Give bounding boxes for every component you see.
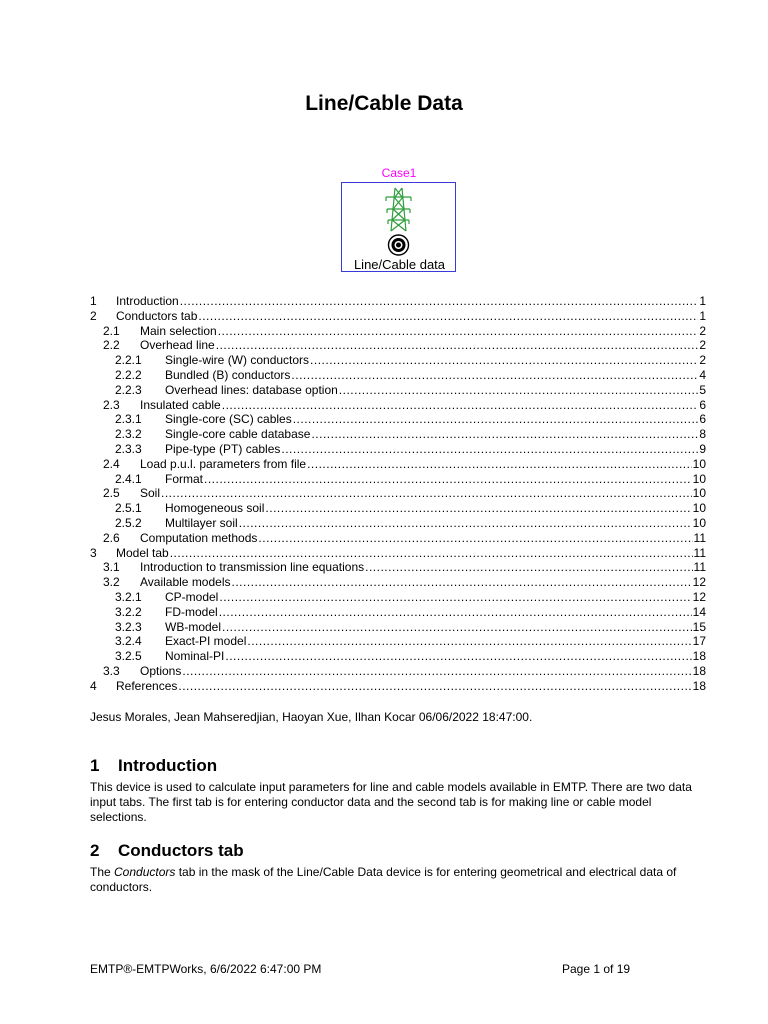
toc-number: 2.5.1 <box>115 501 142 516</box>
paragraph-emphasis: Conductors <box>114 865 176 879</box>
toc-title: Main selection <box>140 323 217 338</box>
toc-page-number: 11 <box>693 530 706 545</box>
toc-entry[interactable] <box>90 338 706 353</box>
toc-entry[interactable] <box>90 412 706 427</box>
toc-number: 2.3.1 <box>115 412 142 427</box>
toc-number: 3 <box>90 545 97 560</box>
toc-page-number: 18 <box>692 678 706 693</box>
toc-page-number: 15 <box>692 619 706 634</box>
toc-number: 4 <box>90 678 97 693</box>
toc-number: 3.3 <box>103 663 120 678</box>
toc-page-number: 10 <box>692 486 706 501</box>
toc-leader-dots <box>258 531 692 546</box>
toc-title: Homogeneous soil <box>165 501 265 516</box>
toc-leader-dots <box>198 309 698 324</box>
toc-number: 2.4 <box>103 456 120 471</box>
toc-entry[interactable] <box>90 427 706 442</box>
toc-number: 2.2.3 <box>115 382 142 397</box>
footer-left: EMTP®-EMTPWorks, 6/6/2022 6:47:00 PM <box>90 962 322 976</box>
toc-title: Options <box>140 663 182 678</box>
toc-number: 3.2.5 <box>115 649 142 664</box>
toc-entry[interactable] <box>90 457 706 472</box>
toc-page-number: 10 <box>692 501 706 516</box>
toc-leader-dots <box>161 486 692 501</box>
toc-page-number: 5 <box>699 382 706 397</box>
toc-page-number: 14 <box>692 604 706 619</box>
toc-leader-dots <box>225 649 691 664</box>
toc-page-number: 18 <box>692 663 706 678</box>
toc-entry[interactable] <box>90 634 706 649</box>
toc-page-number: 8 <box>699 427 706 442</box>
toc-entry[interactable] <box>90 353 706 368</box>
toc-title: Overhead line <box>140 338 215 353</box>
toc-title: CP-model <box>165 589 219 604</box>
toc-entry[interactable] <box>90 649 706 664</box>
toc-page-number: 2 <box>699 323 706 338</box>
authors-line: Jesus Morales, Jean Mahseredjian, Haoyan Xue, Ilhan Kocar 06/06/2022 18:47:00. <box>90 710 533 724</box>
toc-leader-dots <box>204 472 692 487</box>
toc-title: References <box>116 678 178 693</box>
toc-leader-dots <box>365 560 692 575</box>
line-cable-device[interactable] <box>341 182 456 272</box>
toc-number: 2.3.3 <box>115 441 142 456</box>
toc-number: 2.5.2 <box>115 515 142 530</box>
page-number: Page 1 of 19 <box>562 962 631 976</box>
section-title: Introduction <box>118 756 218 775</box>
toc-leader-dots <box>291 368 698 383</box>
toc-leader-dots <box>218 324 699 339</box>
toc-number: 2.6 <box>103 530 120 545</box>
toc-title: Soil <box>140 486 161 501</box>
paragraph-text: tab in the mask of the Line/Cable Data device is for entering geometrical and electrical data of conductors. <box>90 865 677 894</box>
toc-title: Format <box>165 471 204 486</box>
introduction-paragraph: This device is used to calculate input parameters for line and cable models available in EMTP. There are two data input tabs. The first tab is for entering conductor data and the second tab is for making line or cable model selections. <box>90 780 692 824</box>
toc-entry[interactable] <box>90 501 706 516</box>
toc-leader-dots <box>222 620 692 635</box>
toc-leader-dots <box>222 398 699 413</box>
toc-page-number: 4 <box>699 367 706 382</box>
toc-page-number: 10 <box>692 456 706 471</box>
toc-leader-dots <box>339 383 699 398</box>
toc-leader-dots <box>219 590 691 605</box>
toc-number: 2.2.1 <box>115 353 142 368</box>
toc-number: 2.2.2 <box>115 367 142 382</box>
toc-title: Single-core (SC) cables <box>165 412 292 427</box>
toc-title: Conductors tab <box>116 308 198 323</box>
toc-title: Computation methods <box>140 530 258 545</box>
conductors-paragraph <box>90 865 708 895</box>
toc-page-number: 2 <box>699 353 706 368</box>
paragraph-text: The <box>90 865 115 879</box>
toc-title: Overhead lines: database option <box>165 382 338 397</box>
toc-title: Model tab <box>116 545 169 560</box>
toc-page-number: 12 <box>692 589 706 604</box>
toc-leader-dots <box>182 664 691 679</box>
toc-leader-dots <box>311 427 698 442</box>
toc-entry[interactable] <box>90 620 706 635</box>
toc-page-number: 6 <box>699 412 706 427</box>
toc-entry[interactable] <box>90 575 706 590</box>
toc-leader-dots <box>170 546 693 561</box>
toc-page-number: 6 <box>699 397 706 412</box>
toc-entry[interactable] <box>90 368 706 383</box>
toc-page-number: 11 <box>693 545 706 560</box>
toc-leader-dots <box>216 338 699 353</box>
toc-page-number: 1 <box>699 294 706 308</box>
toc-title: Introduction to transmission line equations <box>140 560 365 575</box>
toc-leader-dots <box>239 516 692 531</box>
toc-number: 2.1 <box>103 323 120 338</box>
toc-leader-dots <box>265 501 691 516</box>
toc-number: 3.2.2 <box>115 604 142 619</box>
toc-entry[interactable] <box>90 531 706 546</box>
toc-page-number: 17 <box>692 634 706 649</box>
toc-entry[interactable] <box>90 664 706 679</box>
toc-title: Load p.u.l. parameters from file <box>140 456 307 471</box>
toc-leader-dots <box>219 605 692 620</box>
toc-number: 2.3.2 <box>115 427 142 442</box>
toc-number: 2.4.1 <box>115 471 142 486</box>
toc-title: Pipe-type (PT) cables <box>165 441 281 456</box>
toc-entry[interactable] <box>90 546 706 561</box>
toc-entry[interactable] <box>90 590 706 605</box>
toc-title: Multilayer soil <box>165 515 238 530</box>
toc-entry[interactable] <box>90 486 706 501</box>
toc-number: 2 <box>90 308 97 323</box>
toc-entry[interactable] <box>90 383 706 398</box>
toc-title: Insulated cable <box>140 397 221 412</box>
toc-number: 2.2 <box>103 338 120 353</box>
toc-number: 3.2 <box>103 575 120 590</box>
document-title: Line/Cable Data <box>305 92 463 115</box>
section-number: 2 <box>90 841 100 860</box>
toc-page-number: 9 <box>699 441 706 456</box>
toc-title: WB-model <box>165 619 222 634</box>
toc-page-number: 12 <box>692 575 706 590</box>
toc-number: 3.1 <box>103 560 120 575</box>
toc-title: Single-wire (W) conductors <box>165 353 310 368</box>
toc-entry[interactable] <box>90 398 706 413</box>
section-title: Conductors tab <box>118 841 244 860</box>
toc-page-number: 1 <box>699 308 706 323</box>
device-label: Line/Cable data <box>353 257 446 272</box>
toc-title: Available models <box>140 575 231 590</box>
toc-entry[interactable] <box>90 605 706 620</box>
toc-entry[interactable] <box>90 472 706 487</box>
toc-title: Exact-PI model <box>165 634 247 649</box>
toc-leader-dots <box>307 457 692 472</box>
toc-number: 3.2.1 <box>115 589 142 604</box>
toc-number: 2.5 <box>103 486 120 501</box>
toc-entry[interactable] <box>90 560 706 575</box>
section-heading-conductors-tab <box>90 841 244 861</box>
toc-title: Bundled (B) conductors <box>165 367 291 382</box>
toc-number: 2.3 <box>103 397 120 412</box>
toc-leader-dots <box>180 294 699 309</box>
toc-entry[interactable] <box>90 309 706 324</box>
toc-page-number: 11 <box>693 560 706 575</box>
toc-title: Introduction <box>116 294 179 308</box>
toc-leader-dots <box>232 575 692 590</box>
toc-entry[interactable] <box>90 516 706 531</box>
table-of-contents <box>90 294 706 694</box>
toc-page-number: 10 <box>692 515 706 530</box>
toc-page-number: 18 <box>692 649 706 664</box>
toc-title: Nominal-PI <box>165 649 225 664</box>
toc-leader-dots <box>178 679 691 694</box>
toc-page-number: 10 <box>692 471 706 486</box>
toc-entry[interactable] <box>90 679 706 694</box>
toc-leader-dots <box>247 634 691 649</box>
toc-entry[interactable] <box>90 442 706 457</box>
toc-leader-dots <box>310 353 698 368</box>
toc-title: FD-model <box>165 604 218 619</box>
toc-number: 1 <box>90 294 97 308</box>
toc-number: 3.2.4 <box>115 634 142 649</box>
toc-leader-dots <box>293 412 699 427</box>
toc-number: 3.2.3 <box>115 619 142 634</box>
toc-page-number: 2 <box>699 338 706 353</box>
toc-entry[interactable] <box>90 294 706 309</box>
section-heading-introduction <box>90 756 217 776</box>
toc-entry[interactable] <box>90 324 706 339</box>
case-label: Case1 <box>381 166 417 180</box>
toc-leader-dots <box>281 442 698 457</box>
section-number: 1 <box>90 756 100 775</box>
toc-title: Single-core cable database <box>165 427 311 442</box>
